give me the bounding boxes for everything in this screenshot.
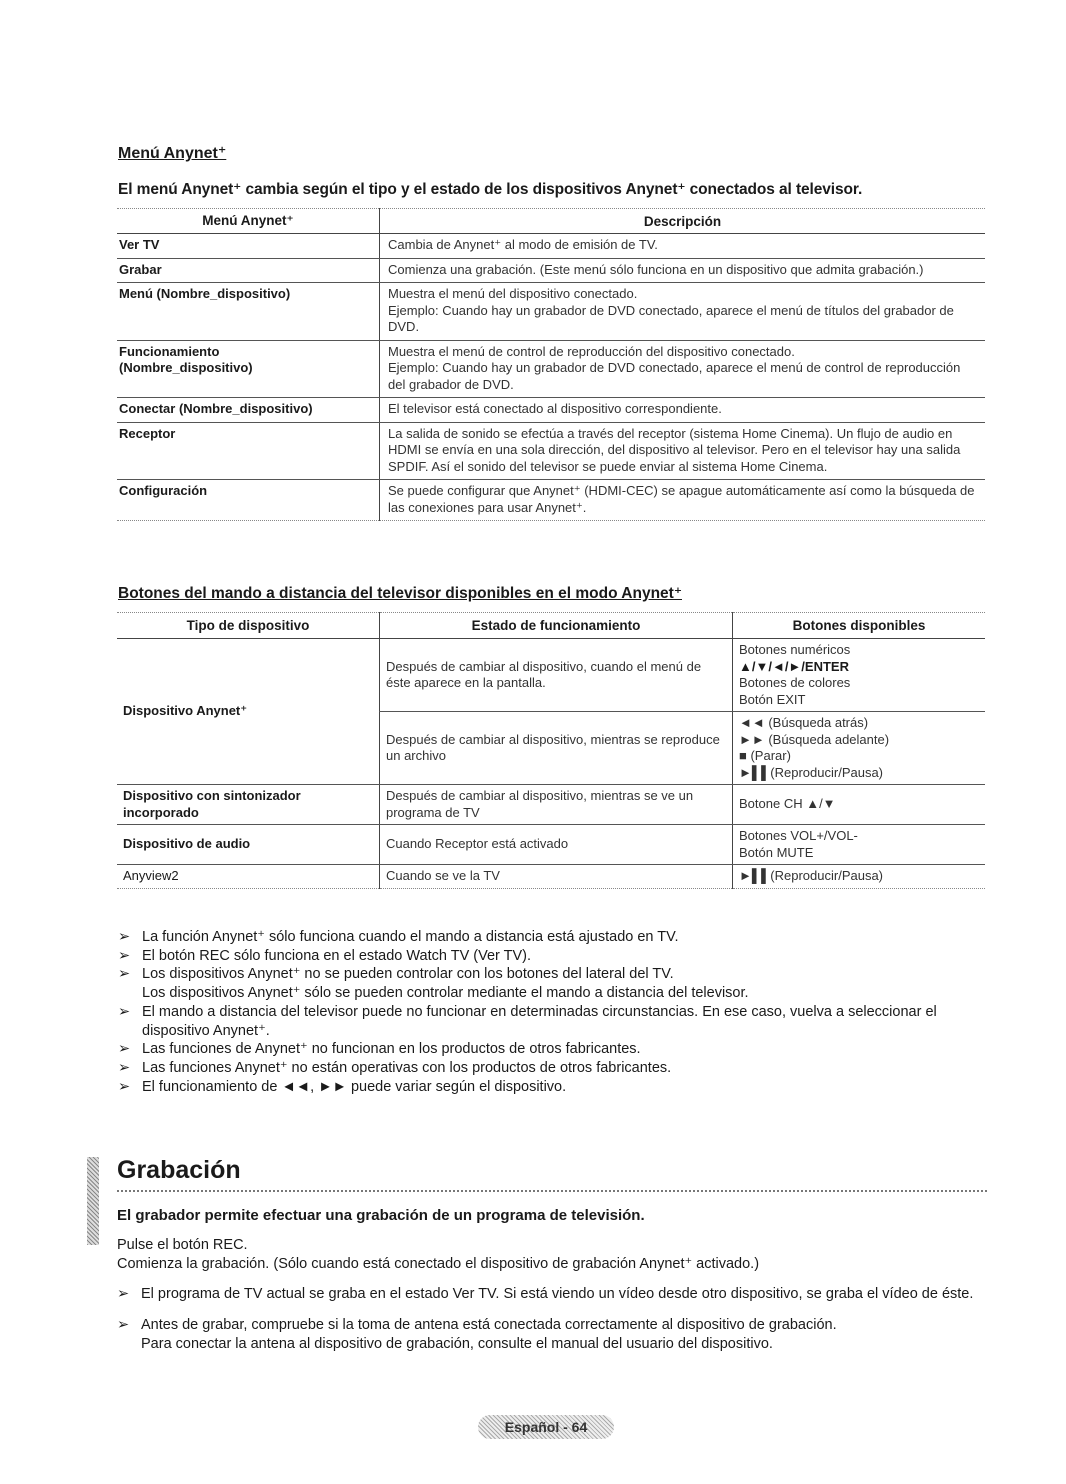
button-text: Botones numéricos	[739, 642, 851, 657]
table-header-buttons: Botones disponibles	[733, 613, 986, 639]
button-text: Botón MUTE	[739, 844, 814, 860]
note-item	[117, 1285, 997, 1304]
section-subtitle: El menú Anynet⁺ cambia según el tipo y el estado de los dispositivos Anynet⁺ conectados al televisor.	[118, 181, 863, 198]
table-row	[117, 825, 985, 865]
table-row	[117, 865, 985, 889]
note-text: Los dispositivos Anynet⁺ no se pueden controlar con los botones del lateral del TV. Los dispositivos Anynet⁺ sólo se pueden controlar mediante el mando a distancia del televisor.	[142, 966, 749, 1002]
row-menu: Grabar	[117, 258, 380, 283]
note-item	[118, 1059, 998, 1078]
row-desc: El televisor está conectado al dispositivo correspondiente.	[380, 398, 986, 423]
note-text: Las funciones de Anynet⁺ no funcionan en los productos de otros fabricantes.	[142, 1041, 641, 1058]
table-row	[117, 639, 985, 712]
buttons-tuner: Botone CH ▲/▼	[733, 785, 986, 825]
row-menu: Ver TV	[117, 234, 380, 259]
page-number-badge: Español - 64	[478, 1415, 614, 1439]
arrow-icon: ➢	[117, 1286, 130, 1303]
section-title-remote-buttons: Botones del mando a distancia del televisor disponibles en el modo Anynet⁺	[118, 585, 682, 602]
anynet-menu-table	[117, 208, 985, 521]
note-item	[118, 1078, 998, 1097]
arrow-icon: ➢	[118, 1041, 131, 1058]
buttons-anyview: ►▌▌(Reproducir/Pausa)	[733, 865, 986, 889]
note-text: El programa de TV actual se graba en el estado Ver TV. Si está viendo un vídeo desde otro dispositivo, se graba el vídeo de éste.	[141, 1286, 974, 1303]
table-row	[117, 480, 985, 521]
note-text: La función Anynet⁺ sólo funciona cuando el mando a distancia está ajustado en TV.	[142, 929, 679, 945]
table-row	[117, 422, 985, 480]
remote-buttons-table	[117, 612, 985, 889]
button-text: Botón EXIT	[739, 691, 806, 707]
row-menu: Receptor	[117, 422, 380, 480]
buttons-audio	[733, 825, 986, 865]
arrow-icon: ➢	[118, 947, 131, 964]
table-header-description: Descripción	[380, 209, 986, 234]
arrow-icon: ➢	[117, 1317, 130, 1334]
section-marker-bar	[87, 1157, 99, 1245]
button-text: ◄◄ (Búsqueda atrás)	[739, 715, 869, 730]
note-item	[118, 928, 998, 947]
buttons-menu	[733, 639, 986, 712]
button-text: ►► (Búsqueda adelante)	[739, 731, 890, 747]
arrow-icon: ➢	[118, 1059, 131, 1076]
row-menu: Funcionamiento (Nombre_dispositivo)	[117, 340, 380, 398]
state-tuner: Después de cambiar al dispositivo, mientras se ve un programa de TV	[380, 785, 733, 825]
note-text: El funcionamiento de ◄◄, ►► puede variar según el dispositivo.	[142, 1078, 567, 1095]
table-row	[117, 785, 985, 825]
table-header-state: Estado de funcionamiento	[380, 613, 733, 639]
section-title-anynet-menu: Menú Anynet⁺	[118, 145, 227, 162]
arrow-icon: ➢	[118, 929, 131, 945]
device-tuner: Dispositivo con sintonizador incorporado	[117, 785, 380, 825]
row-menu: Menú (Nombre_dispositivo)	[117, 283, 380, 341]
row-desc: Cambia de Anynet⁺ al modo de emisión de TV.	[380, 234, 986, 259]
note-text: El botón REC sólo funciona en el estado Watch TV (Ver TV).	[142, 947, 532, 964]
table-header-device-type: Tipo de dispositivo	[117, 613, 380, 639]
row-menu: Conectar (Nombre_dispositivo)	[117, 398, 380, 423]
state-anyview: Cuando se ve la TV	[380, 865, 733, 889]
state-audio: Cuando Receptor está activado	[380, 825, 733, 865]
row-desc: Se puede configurar que Anynet⁺ (HDMI-CEC) se apague automáticamente así como la búsqueda de las conexiones para usar Anynet⁺.	[380, 480, 986, 521]
grabacion-step: Pulse el botón REC.	[117, 1237, 248, 1253]
device-anynet: Dispositivo Anynet⁺	[117, 639, 380, 785]
table-row	[117, 234, 985, 259]
device-audio: Dispositivo de audio	[117, 825, 380, 865]
note-item	[118, 947, 998, 966]
row-desc: La salida de sonido se efectúa a través del receptor (sistema Home Cinema). Un flujo de audio en HDMI se envía en una sola dirección, del dispositivo al televisor. Pero en el televisor hay una salida SPDIF. Así el sonido del televisor se puede enviar al sistema Home Cinema.	[380, 422, 986, 480]
arrow-icon: ➢	[118, 1078, 131, 1095]
arrow-icon: ➢	[118, 1003, 131, 1020]
button-text: ►▌▌(Reproducir/Pausa)	[739, 764, 884, 780]
button-text: ▲/▼/◄/►/ENTER	[739, 658, 849, 674]
grabacion-title: Grabación	[117, 1156, 241, 1184]
note-item	[117, 1316, 997, 1353]
divider	[117, 1190, 987, 1192]
table-row	[117, 398, 985, 423]
button-text: Botones de colores	[739, 675, 851, 690]
note-text: El mando a distancia del televisor puede no funcionar en determinadas circunstancias. En ese caso, vuelva a seleccionar el dispositivo Anynet⁺.	[142, 1003, 937, 1039]
note-item	[118, 965, 998, 1002]
grabacion-body	[117, 1236, 997, 1354]
state-menu: Después de cambiar al dispositivo, cuando el menú de éste aparece en la pantalla.	[380, 639, 733, 712]
buttons-playback	[733, 712, 986, 785]
row-desc: Muestra el menú de control de reproducción del dispositivo conectado. Ejemplo: Cuando hay un grabador de DVD conectado, aparece el menú de control de reproducción del grabador de DVD.	[380, 340, 986, 398]
grabacion-subtitle: El grabador permite efectuar una grabación de un programa de televisión.	[117, 1207, 645, 1224]
grabacion-text: Comienza la grabación. (Sólo cuando está conectado el dispositivo de grabación Anynet⁺ activado.)	[117, 1255, 760, 1272]
row-menu: Configuración	[117, 480, 380, 521]
row-desc: Muestra el menú del dispositivo conectado. Ejemplo: Cuando hay un grabador de DVD conectado, aparece el menú de títulos del grabador de DVD.	[380, 283, 986, 341]
note-item	[118, 1040, 998, 1059]
button-text: ■ (Parar)	[739, 748, 791, 763]
table-row	[117, 258, 985, 283]
device-anyview: Anyview2	[117, 865, 380, 889]
table-row	[117, 283, 985, 341]
note-text: Antes de grabar, compruebe si la toma de antena está conectada correctamente al dispositivo de grabación. Para conectar la antena al dispositivo de grabación, consulte el manual del usuario del dispositivo.	[141, 1317, 837, 1352]
note-text: Las funciones Anynet⁺ no están operativas con los productos de otros fabricantes.	[142, 1059, 672, 1076]
row-desc: Comienza una grabación. (Este menú sólo funciona en un dispositivo que admita grabación.)	[380, 258, 986, 283]
notes-list	[118, 928, 998, 1096]
table-row	[117, 340, 985, 398]
button-text: Botones VOL+/VOL-	[739, 828, 858, 843]
state-playback: Después de cambiar al dispositivo, mientras se reproduce un archivo	[380, 712, 733, 785]
note-item	[118, 1003, 998, 1040]
arrow-icon: ➢	[118, 966, 131, 983]
table-header-menu: Menú Anynet⁺	[117, 209, 380, 234]
